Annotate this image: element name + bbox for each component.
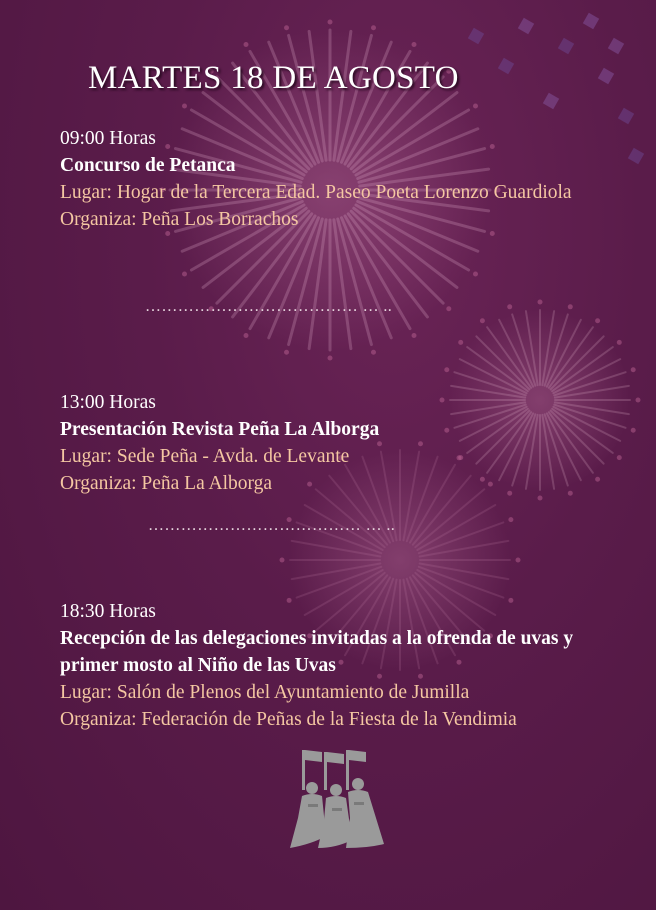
separator-1: ………………………………… … .. bbox=[145, 298, 393, 315]
event-place: Lugar: Hogar de la Tercera Edad. Paseo Poeta Lorenzo Guardiola bbox=[60, 182, 572, 203]
procession-figures-icon bbox=[288, 748, 392, 852]
event-2 bbox=[60, 389, 620, 497]
event-organizer: Organiza: Peña Los Borrachos bbox=[60, 209, 299, 230]
separator-2: ………………………………… … .. bbox=[148, 517, 396, 534]
event-time: 18:30 Horas bbox=[60, 601, 156, 622]
event-3 bbox=[60, 598, 620, 733]
event-organizer: Organiza: Peña La Alborga bbox=[60, 473, 273, 494]
event-place: Lugar: Salón de Plenos del Ayuntamiento de Jumilla bbox=[60, 682, 470, 703]
event-name: Presentación Revista Peña La Alborga bbox=[60, 419, 380, 440]
event-1 bbox=[60, 125, 620, 233]
event-name: Concurso de Petanca bbox=[60, 155, 236, 176]
event-place: Lugar: Sede Peña - Avda. de Levante bbox=[60, 446, 350, 467]
event-organizer: Organiza: Federación de Peñas de la Fiesta de la Vendimia bbox=[60, 709, 517, 730]
event-name: Recepción de las delegaciones invitadas a la ofrenda de uvas y primer mosto al Niño de las Uvas bbox=[60, 628, 574, 676]
event-time: 13:00 Horas bbox=[60, 392, 156, 413]
event-time: 09:00 Horas bbox=[60, 128, 156, 149]
page-title: MARTES 18 DE AGOSTO bbox=[88, 60, 459, 96]
